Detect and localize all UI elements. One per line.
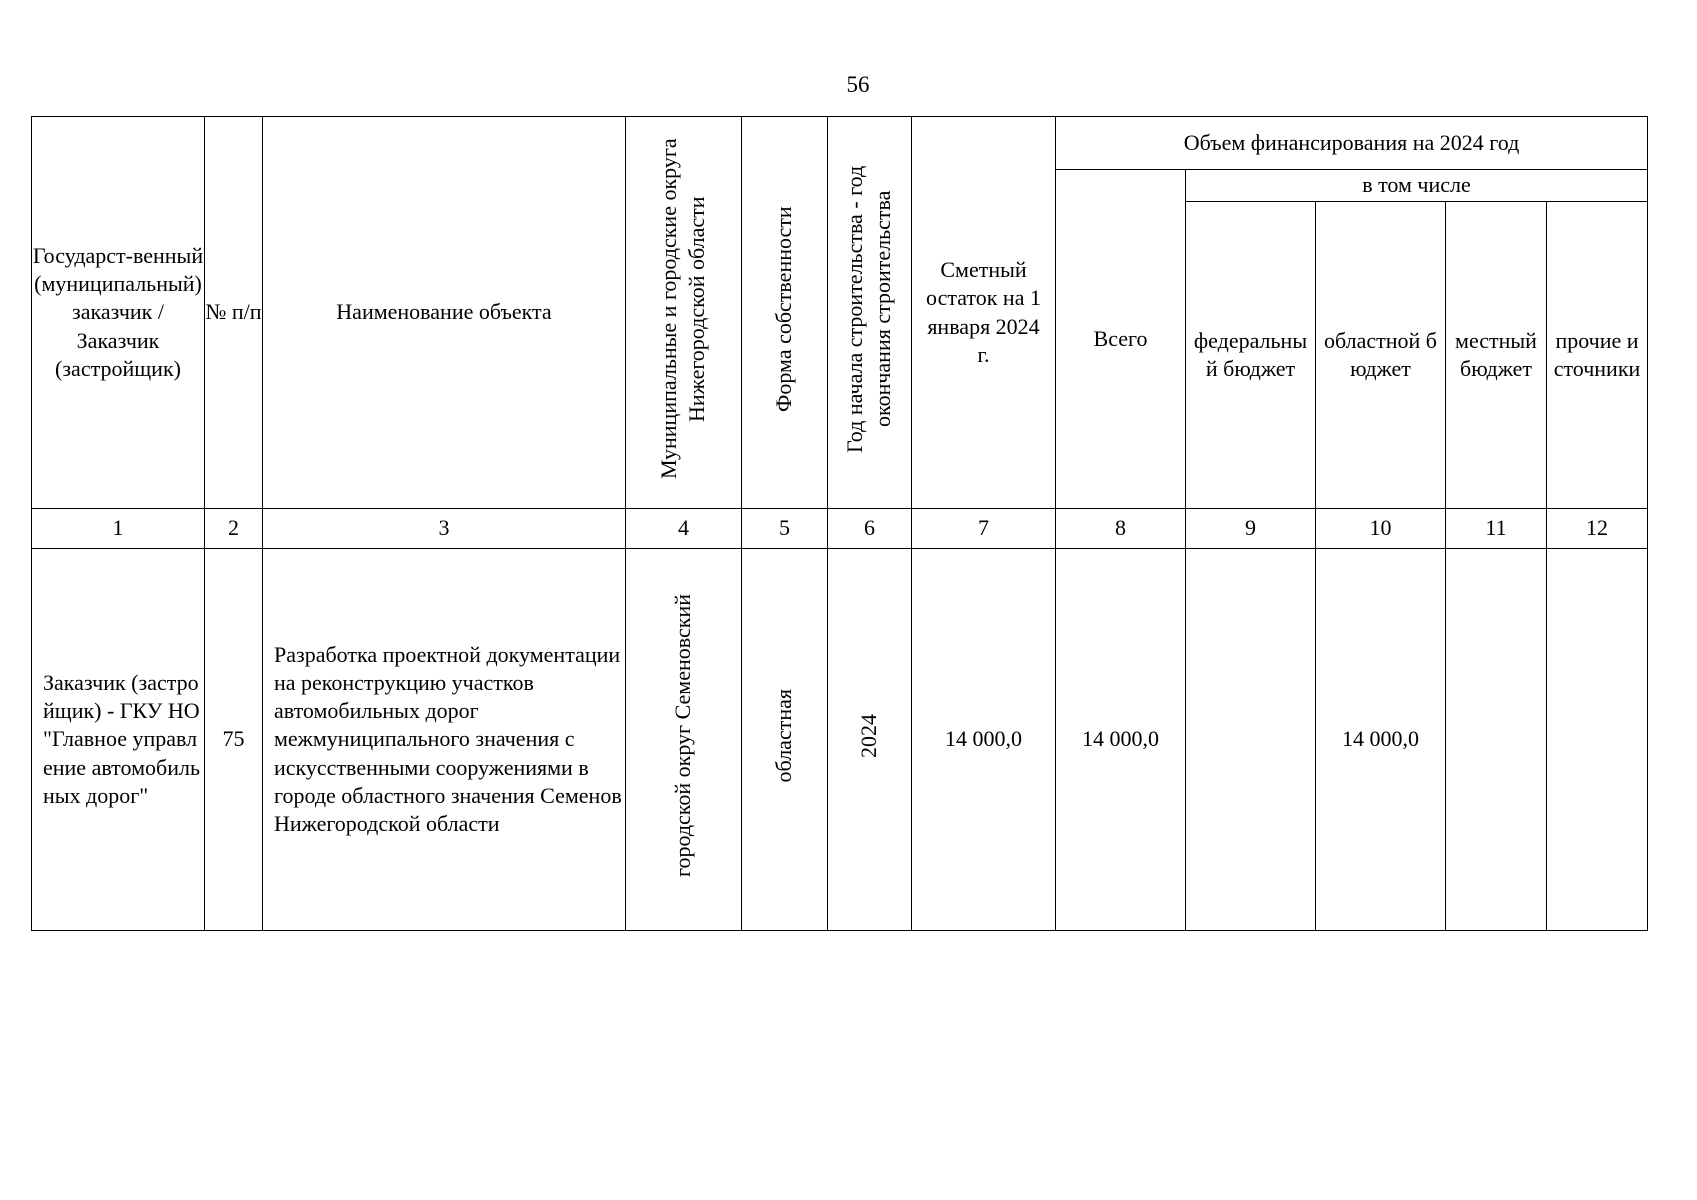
header-customer-text: Государст-венный (муниципальный) заказчик / Заказчик (застройщик) (32, 243, 204, 381)
header-number-text: № п/п (205, 299, 262, 325)
column-number: 4 (626, 509, 742, 549)
cell-total: 14 000,0 (1056, 549, 1186, 931)
column-number: 7 (912, 509, 1056, 549)
header-including (1186, 170, 1648, 202)
header-regional (1316, 202, 1446, 509)
header-customer (32, 117, 205, 509)
table-row (32, 549, 1648, 931)
column-number: 2 (205, 509, 263, 549)
header-object-name (263, 117, 626, 509)
header-ownership-text: Форма собственности (771, 206, 797, 412)
cell-object-name (263, 549, 626, 931)
column-number: 9 (1186, 509, 1316, 549)
header-municipality-text: Муниципальные и городские округа Нижегородской области (656, 138, 710, 480)
header-regional-text: областной бюджет (1323, 327, 1437, 381)
cell-other (1547, 549, 1648, 931)
cell-federal (1186, 549, 1316, 931)
header-ownership (742, 117, 828, 509)
header-total (1056, 170, 1186, 509)
page-number: 56 (846, 72, 870, 97)
financing-table (31, 116, 1648, 931)
column-number: 6 (828, 509, 912, 549)
header-remainder (912, 117, 1056, 509)
cell-regional: 14 000,0 (1316, 549, 1446, 931)
header-years-text: Год начала строительства - год окончания строительства (842, 165, 896, 453)
header-federal (1186, 202, 1316, 509)
column-number: 3 (263, 509, 626, 549)
header-years (828, 117, 912, 509)
column-number: 12 (1547, 509, 1648, 549)
cell-object-name-text: Разработка проектной документации на реконструкцию участков автомобильных дорог межмуниципального значения с искусственными сооружениями в городе областного значения Семенов Нижегородской области (274, 641, 622, 836)
header-total-text: Всего (1093, 325, 1148, 351)
cell-local (1446, 549, 1547, 931)
header-remainder-text: Сметный остаток на 1 января 2024 г. (926, 257, 1041, 367)
cell-ownership-text: областная (771, 689, 797, 783)
column-number-row (32, 509, 1648, 549)
header-other (1547, 202, 1648, 509)
column-number: 5 (742, 509, 828, 549)
header-including-text: в том числе (1362, 172, 1471, 198)
header-other-text: прочие источники (1553, 327, 1641, 381)
cell-ownership (742, 549, 828, 931)
column-number: 1 (32, 509, 205, 549)
column-number: 11 (1446, 509, 1547, 549)
cell-customer (32, 549, 205, 931)
column-number: 10 (1316, 509, 1446, 549)
cell-number: 75 (205, 549, 263, 931)
header-local (1446, 202, 1547, 509)
header-financing (1056, 117, 1648, 170)
column-number: 8 (1056, 509, 1186, 549)
header-financing-text: Объем финансирования на 2024 год (1183, 129, 1520, 155)
header-object-name-text: Наименование объекта (336, 299, 552, 325)
header-local-text: местный бюджет (1455, 327, 1537, 381)
header-federal-text: федеральный бюджет (1193, 327, 1308, 381)
cell-years (828, 549, 912, 931)
cell-years-text: 2024 (856, 713, 882, 758)
cell-customer-text: Заказчик (застройщик) - ГКУ НО "Главное управление автомобильных дорог" (43, 670, 200, 808)
cell-municipality (626, 549, 742, 931)
header-municipality (626, 117, 742, 509)
cell-municipality-text: городской округ Семеновский (670, 594, 696, 878)
header-number (205, 117, 263, 509)
cell-remainder: 14 000,0 (912, 549, 1056, 931)
